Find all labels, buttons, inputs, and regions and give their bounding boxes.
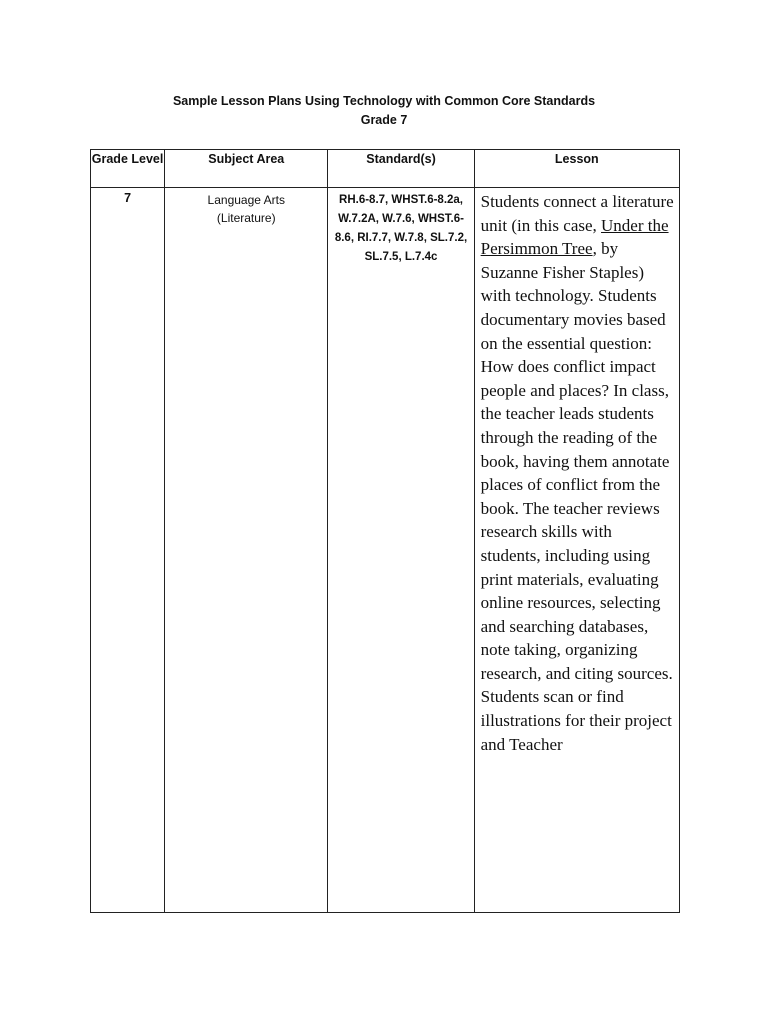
lesson-book-title: Under the Persimmon Tree <box>480 215 669 259</box>
header-lesson: Lesson <box>474 150 679 188</box>
table-row <box>91 188 680 913</box>
cell-grade-level: 7 <box>91 188 165 913</box>
subject-line-1: Language Arts <box>207 193 285 207</box>
lesson-text-part2: , by Suzanne Fisher Staples) with technology. Students documentary movies based on the essential question: How does conflict impact people and places? In class, the teacher leads students through the reading of the book, having them annotate places of conflict from the book. The teacher reviews research skills with students, including using print materials, evaluating online resources, selecting and searching databases, note taking, organizing research, and citing sources. Students scan or find illustrations for their project and Teacher <box>480 239 673 754</box>
header-subject-area: Subject Area <box>165 150 328 188</box>
document-title: Sample Lesson Plans Using Technology with Common Core Standards <box>172 94 596 108</box>
header-standards: Standard(s) <box>328 150 474 188</box>
document-subtitle: Grade 7 <box>360 113 408 127</box>
subject-line-2: (Literature) <box>216 211 276 225</box>
lesson-plan-table <box>90 149 680 913</box>
lesson-text-part1: Students connect a literature unit (in this case, <box>480 192 674 235</box>
table-header-row <box>91 150 680 188</box>
cell-subject-area <box>165 188 328 913</box>
cell-standards: RH.6-8.7, WHST.6-8.2a, W.7.2A, W.7.6, WHST.6-8.6, RI.7.7, W.7.8, SL.7.2, SL.7.5, L.7.4c <box>328 188 474 913</box>
cell-lesson <box>474 188 679 913</box>
header-grade-level: Grade Level <box>91 150 165 188</box>
